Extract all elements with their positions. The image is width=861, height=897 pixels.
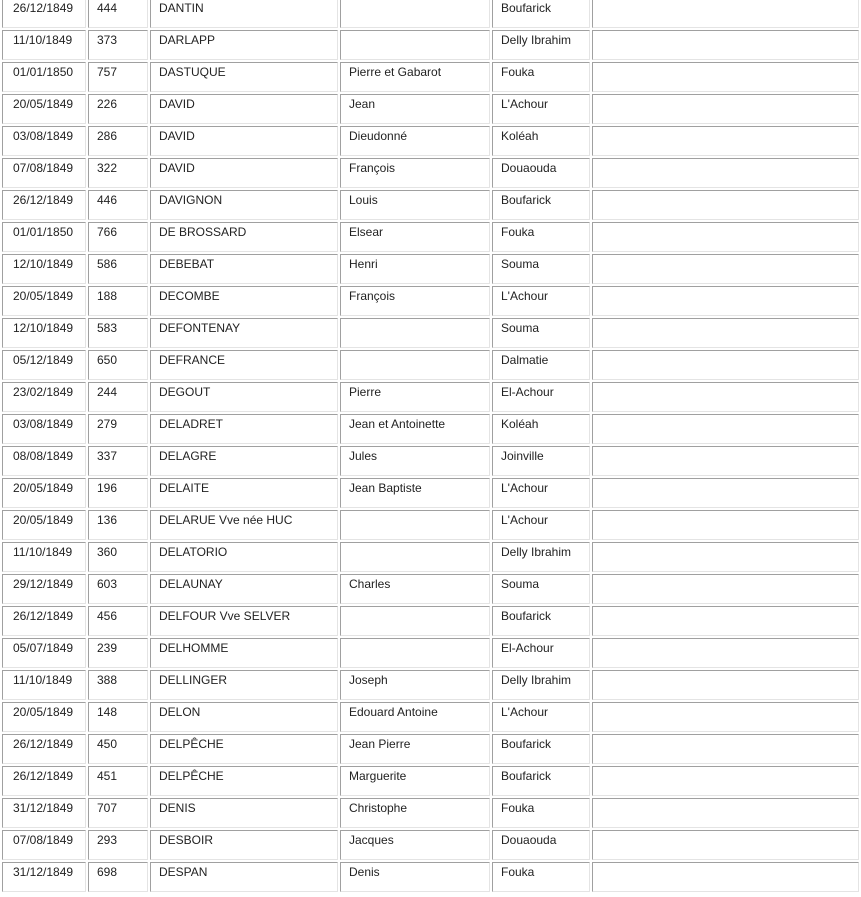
record-number-cell: 136 [88, 510, 148, 540]
surname-cell: DAVID [150, 126, 338, 156]
place-cell: Delly Ibrahim [492, 30, 590, 60]
surname-cell: DELAITE [150, 478, 338, 508]
notes-cell [592, 734, 859, 764]
date-cell: 12/10/1849 [2, 318, 86, 348]
record-number-cell: 239 [88, 638, 148, 668]
date-cell: 26/12/1849 [2, 766, 86, 796]
table-row [2, 30, 859, 60]
table-row [2, 254, 859, 284]
first-name-cell: François [340, 286, 490, 316]
surname-cell: DELPÊCHE [150, 766, 338, 796]
notes-cell [592, 158, 859, 188]
date-cell: 26/12/1849 [2, 606, 86, 636]
notes-cell [592, 414, 859, 444]
record-number-cell: 707 [88, 798, 148, 828]
place-cell: Joinville [492, 446, 590, 476]
surname-cell: DAVID [150, 158, 338, 188]
record-number-cell: 583 [88, 318, 148, 348]
table-row [2, 62, 859, 92]
date-cell: 05/07/1849 [2, 638, 86, 668]
notes-cell [592, 670, 859, 700]
notes-cell [592, 254, 859, 284]
table-row [2, 510, 859, 540]
surname-cell: DEFRANCE [150, 350, 338, 380]
records-table-body [2, 0, 859, 892]
place-cell: Douaouda [492, 830, 590, 860]
first-name-cell [340, 510, 490, 540]
place-cell: Dalmatie [492, 350, 590, 380]
place-cell: L'Achour [492, 94, 590, 124]
place-cell: L'Achour [492, 510, 590, 540]
date-cell: 20/05/1849 [2, 702, 86, 732]
place-cell: Koléah [492, 126, 590, 156]
table-row [2, 862, 859, 892]
notes-cell [592, 606, 859, 636]
place-cell: Fouka [492, 862, 590, 892]
first-name-cell: Dieudonné [340, 126, 490, 156]
record-number-cell: 322 [88, 158, 148, 188]
date-cell: 01/01/1850 [2, 62, 86, 92]
table-row [2, 222, 859, 252]
date-cell: 20/05/1849 [2, 94, 86, 124]
table-row [2, 190, 859, 220]
record-number-cell: 360 [88, 542, 148, 572]
surname-cell: DELPÊCHE [150, 734, 338, 764]
date-cell: 31/12/1849 [2, 862, 86, 892]
surname-cell: DESBOIR [150, 830, 338, 860]
record-number-cell: 444 [88, 0, 148, 28]
place-cell: L'Achour [492, 702, 590, 732]
place-cell: Boufarick [492, 766, 590, 796]
first-name-cell: Pierre et Gabarot [340, 62, 490, 92]
table-row [2, 126, 859, 156]
first-name-cell: Pierre [340, 382, 490, 412]
record-number-cell: 603 [88, 574, 148, 604]
table-row [2, 318, 859, 348]
surname-cell: DELAGRE [150, 446, 338, 476]
record-number-cell: 456 [88, 606, 148, 636]
place-cell: Douaouda [492, 158, 590, 188]
record-number-cell: 650 [88, 350, 148, 380]
table-row [2, 670, 859, 700]
surname-cell: DEFONTENAY [150, 318, 338, 348]
first-name-cell: Jean [340, 94, 490, 124]
place-cell: L'Achour [492, 478, 590, 508]
place-cell: El-Achour [492, 382, 590, 412]
record-number-cell: 226 [88, 94, 148, 124]
first-name-cell: Louis [340, 190, 490, 220]
date-cell: 20/05/1849 [2, 478, 86, 508]
notes-cell [592, 638, 859, 668]
table-row [2, 542, 859, 572]
date-cell: 03/08/1849 [2, 414, 86, 444]
table-row [2, 606, 859, 636]
first-name-cell: Jean Baptiste [340, 478, 490, 508]
table-row [2, 286, 859, 316]
table-row [2, 158, 859, 188]
notes-cell [592, 30, 859, 60]
record-number-cell: 450 [88, 734, 148, 764]
record-number-cell: 279 [88, 414, 148, 444]
surname-cell: DASTUQUE [150, 62, 338, 92]
first-name-cell: Jean et Antoinette [340, 414, 490, 444]
table-row [2, 0, 859, 28]
first-name-cell: Charles [340, 574, 490, 604]
first-name-cell: Marguerite [340, 766, 490, 796]
date-cell: 26/12/1849 [2, 734, 86, 764]
surname-cell: DE BROSSARD [150, 222, 338, 252]
record-number-cell: 698 [88, 862, 148, 892]
notes-cell [592, 190, 859, 220]
table-row [2, 734, 859, 764]
notes-cell [592, 350, 859, 380]
place-cell: Boufarick [492, 734, 590, 764]
place-cell: Boufarick [492, 190, 590, 220]
notes-cell [592, 222, 859, 252]
surname-cell: DAVIGNON [150, 190, 338, 220]
date-cell: 07/08/1849 [2, 830, 86, 860]
date-cell: 11/10/1849 [2, 670, 86, 700]
table-row [2, 574, 859, 604]
table-row [2, 446, 859, 476]
place-cell: Fouka [492, 222, 590, 252]
record-number-cell: 188 [88, 286, 148, 316]
record-number-cell: 586 [88, 254, 148, 284]
table-row [2, 830, 859, 860]
date-cell: 12/10/1849 [2, 254, 86, 284]
place-cell: Koléah [492, 414, 590, 444]
first-name-cell: Edouard Antoine [340, 702, 490, 732]
notes-cell [592, 766, 859, 796]
record-number-cell: 446 [88, 190, 148, 220]
first-name-cell: Jacques [340, 830, 490, 860]
notes-cell [592, 0, 859, 28]
record-number-cell: 373 [88, 30, 148, 60]
place-cell: Boufarick [492, 606, 590, 636]
first-name-cell [340, 318, 490, 348]
surname-cell: DESPAN [150, 862, 338, 892]
place-cell: Delly Ibrahim [492, 542, 590, 572]
first-name-cell [340, 606, 490, 636]
table-row [2, 478, 859, 508]
place-cell: Delly Ibrahim [492, 670, 590, 700]
surname-cell: DARLAPP [150, 30, 338, 60]
table-row [2, 702, 859, 732]
first-name-cell: Jules [340, 446, 490, 476]
first-name-cell: Christophe [340, 798, 490, 828]
record-number-cell: 196 [88, 478, 148, 508]
table-row [2, 350, 859, 380]
surname-cell: DELLINGER [150, 670, 338, 700]
date-cell: 11/10/1849 [2, 30, 86, 60]
table-row [2, 94, 859, 124]
surname-cell: DEBEBAT [150, 254, 338, 284]
place-cell: Fouka [492, 62, 590, 92]
date-cell: 29/12/1849 [2, 574, 86, 604]
surname-cell: DELARUE Vve née HUC [150, 510, 338, 540]
place-cell: Boufarick [492, 0, 590, 28]
first-name-cell: Denis [340, 862, 490, 892]
notes-cell [592, 574, 859, 604]
date-cell: 05/12/1849 [2, 350, 86, 380]
date-cell: 07/08/1849 [2, 158, 86, 188]
surname-cell: DAVID [150, 94, 338, 124]
place-cell: El-Achour [492, 638, 590, 668]
table-row [2, 798, 859, 828]
place-cell: L'Achour [492, 286, 590, 316]
notes-cell [592, 62, 859, 92]
surname-cell: DANTIN [150, 0, 338, 28]
record-number-cell: 766 [88, 222, 148, 252]
date-cell: 01/01/1850 [2, 222, 86, 252]
notes-cell [592, 702, 859, 732]
date-cell: 11/10/1849 [2, 542, 86, 572]
place-cell: Souma [492, 318, 590, 348]
notes-cell [592, 862, 859, 892]
table-row [2, 382, 859, 412]
surname-cell: DELAUNAY [150, 574, 338, 604]
first-name-cell: François [340, 158, 490, 188]
date-cell: 26/12/1849 [2, 0, 86, 28]
date-cell: 26/12/1849 [2, 190, 86, 220]
notes-cell [592, 94, 859, 124]
notes-cell [592, 542, 859, 572]
first-name-cell [340, 350, 490, 380]
date-cell: 20/05/1849 [2, 286, 86, 316]
first-name-cell [340, 542, 490, 572]
record-number-cell: 244 [88, 382, 148, 412]
date-cell: 23/02/1849 [2, 382, 86, 412]
date-cell: 08/08/1849 [2, 446, 86, 476]
table-row [2, 638, 859, 668]
table-row [2, 766, 859, 796]
first-name-cell [340, 638, 490, 668]
surname-cell: DECOMBE [150, 286, 338, 316]
record-number-cell: 757 [88, 62, 148, 92]
first-name-cell [340, 30, 490, 60]
notes-cell [592, 510, 859, 540]
date-cell: 31/12/1849 [2, 798, 86, 828]
surname-cell: DELADRET [150, 414, 338, 444]
record-number-cell: 148 [88, 702, 148, 732]
notes-cell [592, 382, 859, 412]
notes-cell [592, 830, 859, 860]
first-name-cell: Jean Pierre [340, 734, 490, 764]
surname-cell: DELON [150, 702, 338, 732]
date-cell: 20/05/1849 [2, 510, 86, 540]
first-name-cell: Joseph [340, 670, 490, 700]
notes-cell [592, 286, 859, 316]
table-row [2, 414, 859, 444]
surname-cell: DELHOMME [150, 638, 338, 668]
record-number-cell: 451 [88, 766, 148, 796]
date-cell: 03/08/1849 [2, 126, 86, 156]
place-cell: Souma [492, 574, 590, 604]
record-number-cell: 388 [88, 670, 148, 700]
notes-cell [592, 446, 859, 476]
surname-cell: DENIS [150, 798, 338, 828]
place-cell: Fouka [492, 798, 590, 828]
surname-cell: DEGOUT [150, 382, 338, 412]
record-number-cell: 293 [88, 830, 148, 860]
first-name-cell [340, 0, 490, 28]
surname-cell: DELATORIO [150, 542, 338, 572]
surname-cell: DELFOUR Vve SELVER [150, 606, 338, 636]
notes-cell [592, 318, 859, 348]
notes-cell [592, 126, 859, 156]
record-number-cell: 337 [88, 446, 148, 476]
place-cell: Souma [492, 254, 590, 284]
first-name-cell: Henri [340, 254, 490, 284]
notes-cell [592, 478, 859, 508]
record-number-cell: 286 [88, 126, 148, 156]
notes-cell [592, 798, 859, 828]
first-name-cell: Elsear [340, 222, 490, 252]
